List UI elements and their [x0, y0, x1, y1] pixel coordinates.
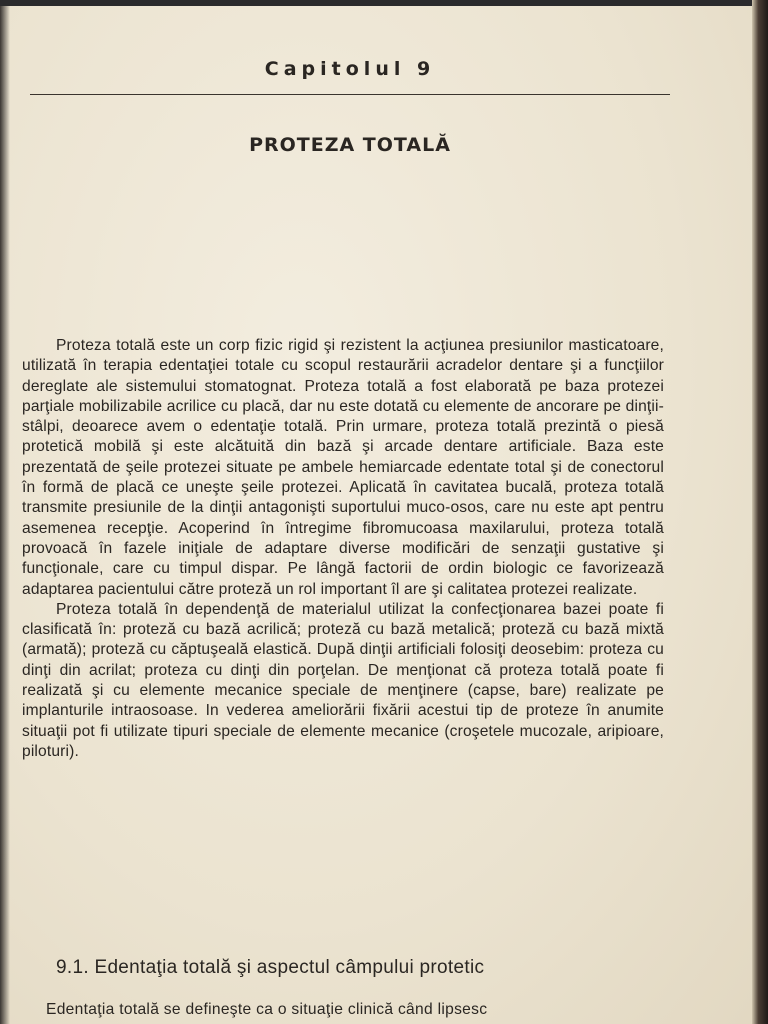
chapter-body: [22, 336, 664, 762]
chapter-label: Capitolul 9: [264, 58, 436, 80]
scan-top-edge: [0, 0, 768, 6]
chapter-divider: [30, 94, 670, 95]
book-spine-edge: [752, 0, 768, 1024]
chapter-title: PROTEZA TOTALĂ: [249, 134, 451, 156]
paragraph: Proteza totală este un corp fizic rigid şi rezistent la acţiunea presiunilor masticatoare, utilizată în terapia edentaţiei totale cu scopul restaurării acradelor dentare şi a funcţiilor dereglate ale sistemului stomatognat. Proteza totală a fost elaborată pe baza protezei parţiale mobilizabile acrilice cu placă, dar nu este dotată cu elemente de ancorare pe dinţii-stâlpi, deoarece avem o edentaţie totală. Prin urmare, proteza totală prezintă o piesă protetică mobilă şi este alcătuită din bază şi arcade dentare artificiale. Baza este prezentată de şeile protezei situate pe ambele hemiarcade edentate total şi de conectorul în formă de placă ce uneşte şeile protezei. Aplicată în cavitatea bucală, proteza totală transmite presiunile de la dinţii antagonişti suportului muco-osos, care nu este apt pentru asemenea recepţie. Acoperind în întregime fibromucoasa maxilarului, proteza totală provoacă în fazele iniţiale de adaptare diverse modificări de senzaţii gustative şi funcţionale, care cu timpul dispar. Pe lângă factorii de ordin biologic ce favorizează adaptarea pacientului către proteză un rol important îl are şi calitatea protezei realizate.: [22, 337, 664, 598]
section-heading: 9.1. Edentaţia totală şi aspectul câmpului protetic: [56, 957, 485, 978]
section-paragraph-start: Edentaţia totală se defineşte ca o situaţie clinică când lipsesc: [46, 1001, 488, 1018]
paragraph: Proteza totală în dependenţă de materialul utilizat la confecţionarea bazei poate fi clasificată în: proteză cu bază acrilică; proteză cu bază metalică; proteză cu bază mixtă (armată); proteză cu căptuşeală elastică. După dinţii artificiali folosiţi deosebim: proteza cu dinţi din acrilat; proteza cu dinţi din porţelan. De menţionat că proteza totală poate fi realizată şi cu elemente mecanice speciale de menţinere (capse, bare) realizate pe implanturile intraosoase. In vederea ameliorării fixării acestui tip de proteze în anumite situaţii pot fi utilizate tipuri speciale de elemente mecanice (croşetele mucozale, aripioare, piloturi).: [22, 600, 664, 760]
